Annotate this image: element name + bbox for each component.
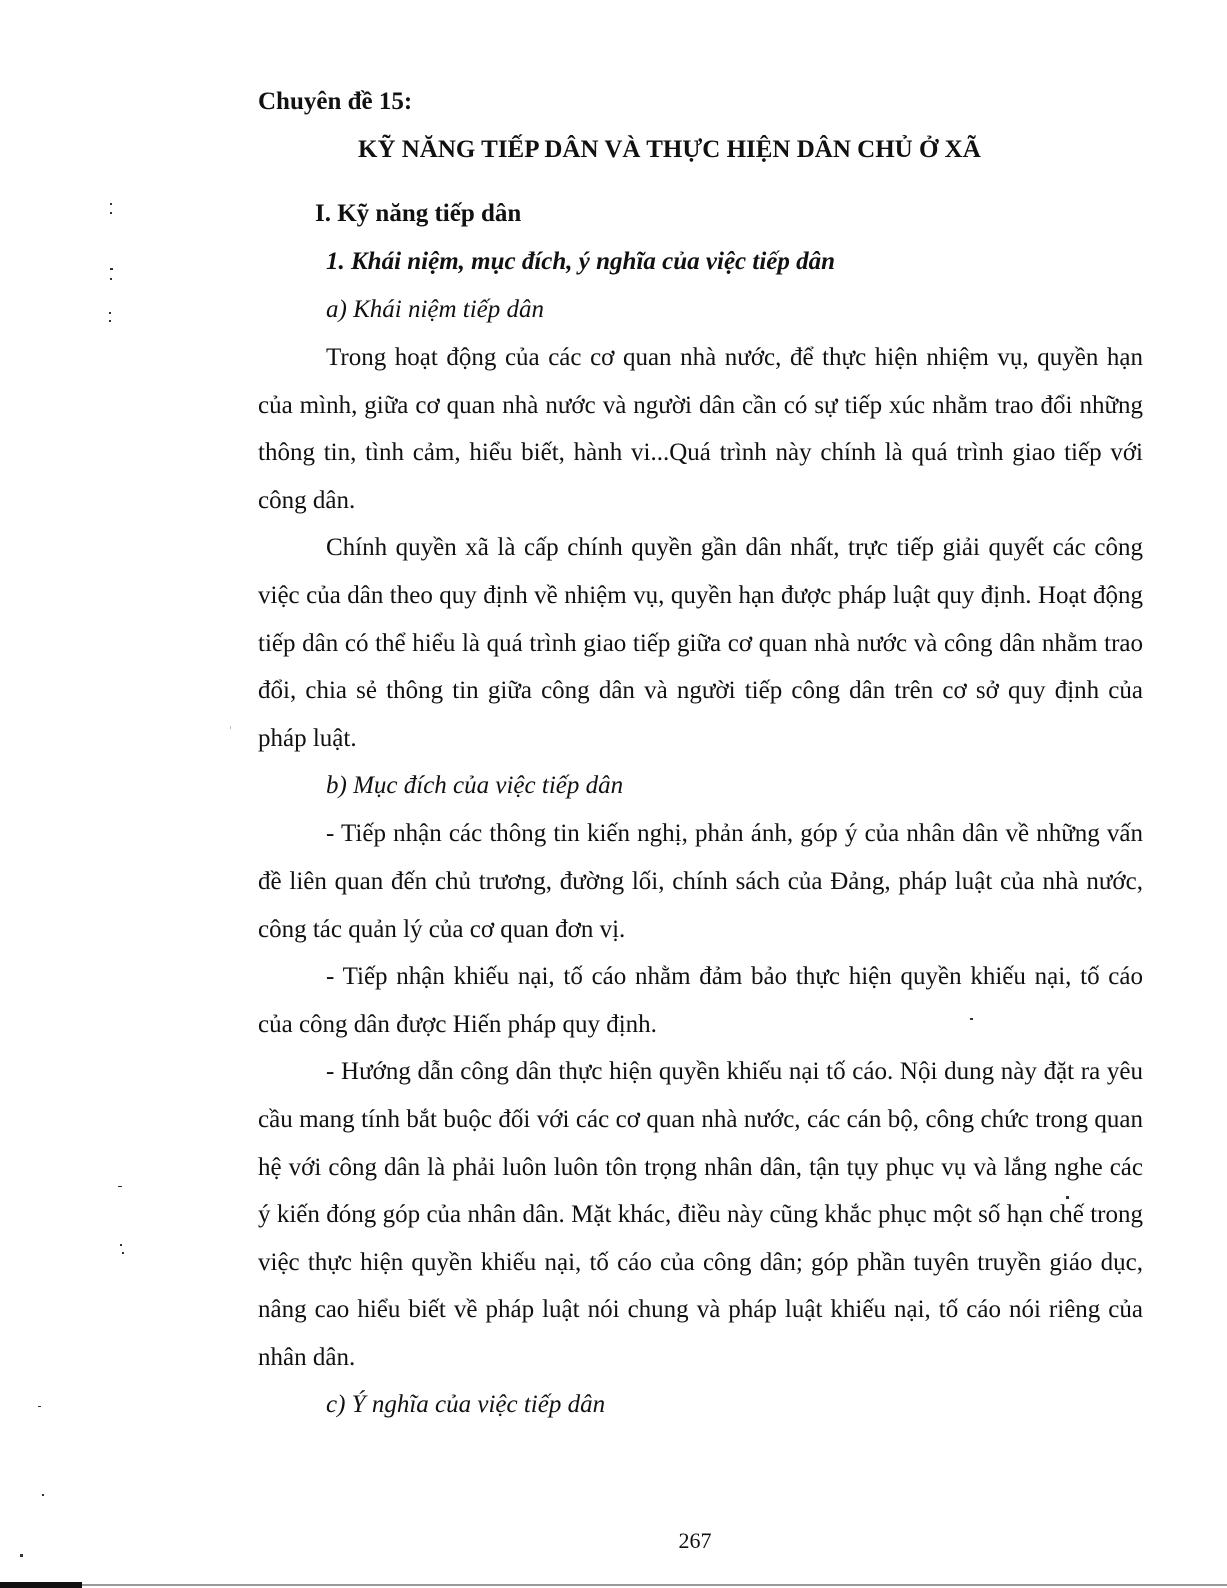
scan-mark <box>110 268 113 270</box>
scan-mark <box>42 1494 44 1496</box>
page-content <box>258 78 1143 1429</box>
scan-mark <box>38 1406 41 1407</box>
item-heading-b: b) Mục đích của việc tiếp dân <box>326 772 624 800</box>
scan-mark <box>970 1018 973 1020</box>
scan-mark <box>230 726 231 729</box>
scan-mark <box>109 312 111 314</box>
scan-border-line <box>82 1584 1227 1586</box>
paragraph-1: Trong hoạt động của các cơ quan nhà nước, để thực hiện nhiệm vụ, quyền hạn của mình, giữa cơ quan nhà nước và người dân cần có sự tiếp xúc nhằm trao đổi những thông tin, tình cảm, hiểu biết, hành vi...Quá trình này chính là quá trình giao tiếp với công dân. <box>258 344 1143 514</box>
paragraph-3: - Tiếp nhận các thông tin kiến nghị, phản ánh, góp ý của nhân dân về những vấn đề liên quan đến chủ trương, đường lối, chính sách của Đảng, pháp luật của nhà nước, công tác quản lý của cơ quan đơn vị. <box>258 820 1143 943</box>
scan-mark <box>110 203 112 205</box>
subsection-heading: 1. Khái niệm, mục đích, ý nghĩa của việc tiếp dân <box>326 248 836 275</box>
section-heading: I. Kỹ năng tiếp dân <box>315 200 522 227</box>
scan-mark <box>1066 1196 1069 1199</box>
scan-mark <box>20 1554 23 1557</box>
item-heading-a: a) Khái niệm tiếp dân <box>326 296 545 323</box>
chapter-label: Chuyên đề 15: <box>258 88 413 115</box>
paragraph-4: - Tiếp nhận khiếu nại, tố cáo nhằm đảm bảo thực hiện quyền khiếu nại, tố cáo của công dân được Hiến pháp quy định. <box>258 963 1143 1038</box>
scan-mark <box>109 320 111 322</box>
scan-mark <box>120 1244 122 1246</box>
scan-mark <box>118 1186 122 1187</box>
scan-border-bar <box>0 1582 82 1588</box>
scan-mark <box>110 278 112 280</box>
scan-mark <box>110 212 112 214</box>
chapter-title: KỸ NĂNG TIẾP DÂN VÀ THỰC HIỆN DÂN CHỦ Ở XÃ <box>358 136 981 163</box>
page-number: 267 <box>678 1528 712 1553</box>
paragraph-5: - Hướng dẫn công dân thực hiện quyền khiếu nại tố cáo. Nội dung này đặt ra yêu cầu mang tính bắt buộc đối với các cơ quan nhà nước, các cán bộ, công chức trong quan hệ với công dân là phải luôn luôn tôn trọng nhân dân, tận tụy phục vụ và lắng nghe các ý kiến đóng góp của nhân dân. Mặt khác, điều này cũng khắc phục một số hạn chế trong việc thực hiện quyền khiếu nại, tố cáo của công dân; góp phần tuyên truyền giáo dục, nâng cao hiểu biết về pháp luật nói chung và pháp luật khiếu nại, tố cáo nói riêng của nhân dân. <box>258 1058 1143 1371</box>
paragraph-2: Chính quyền xã là cấp chính quyền gần dân nhất, trực tiếp giải quyết các công việc của dân theo quy định về nhiệm vụ, quyền hạn được pháp luật quy định. Hoạt động tiếp dân có thể hiểu là quá trình giao tiếp giữa cơ quan nhà nước và công dân nhằm trao đổi, chia sẻ thông tin giữa công dân và người tiếp công dân trên cơ sở quy định của pháp luật. <box>258 534 1143 752</box>
scan-mark <box>122 1252 124 1254</box>
item-heading-c: c) Ý nghĩa của việc tiếp dân <box>326 1391 606 1419</box>
